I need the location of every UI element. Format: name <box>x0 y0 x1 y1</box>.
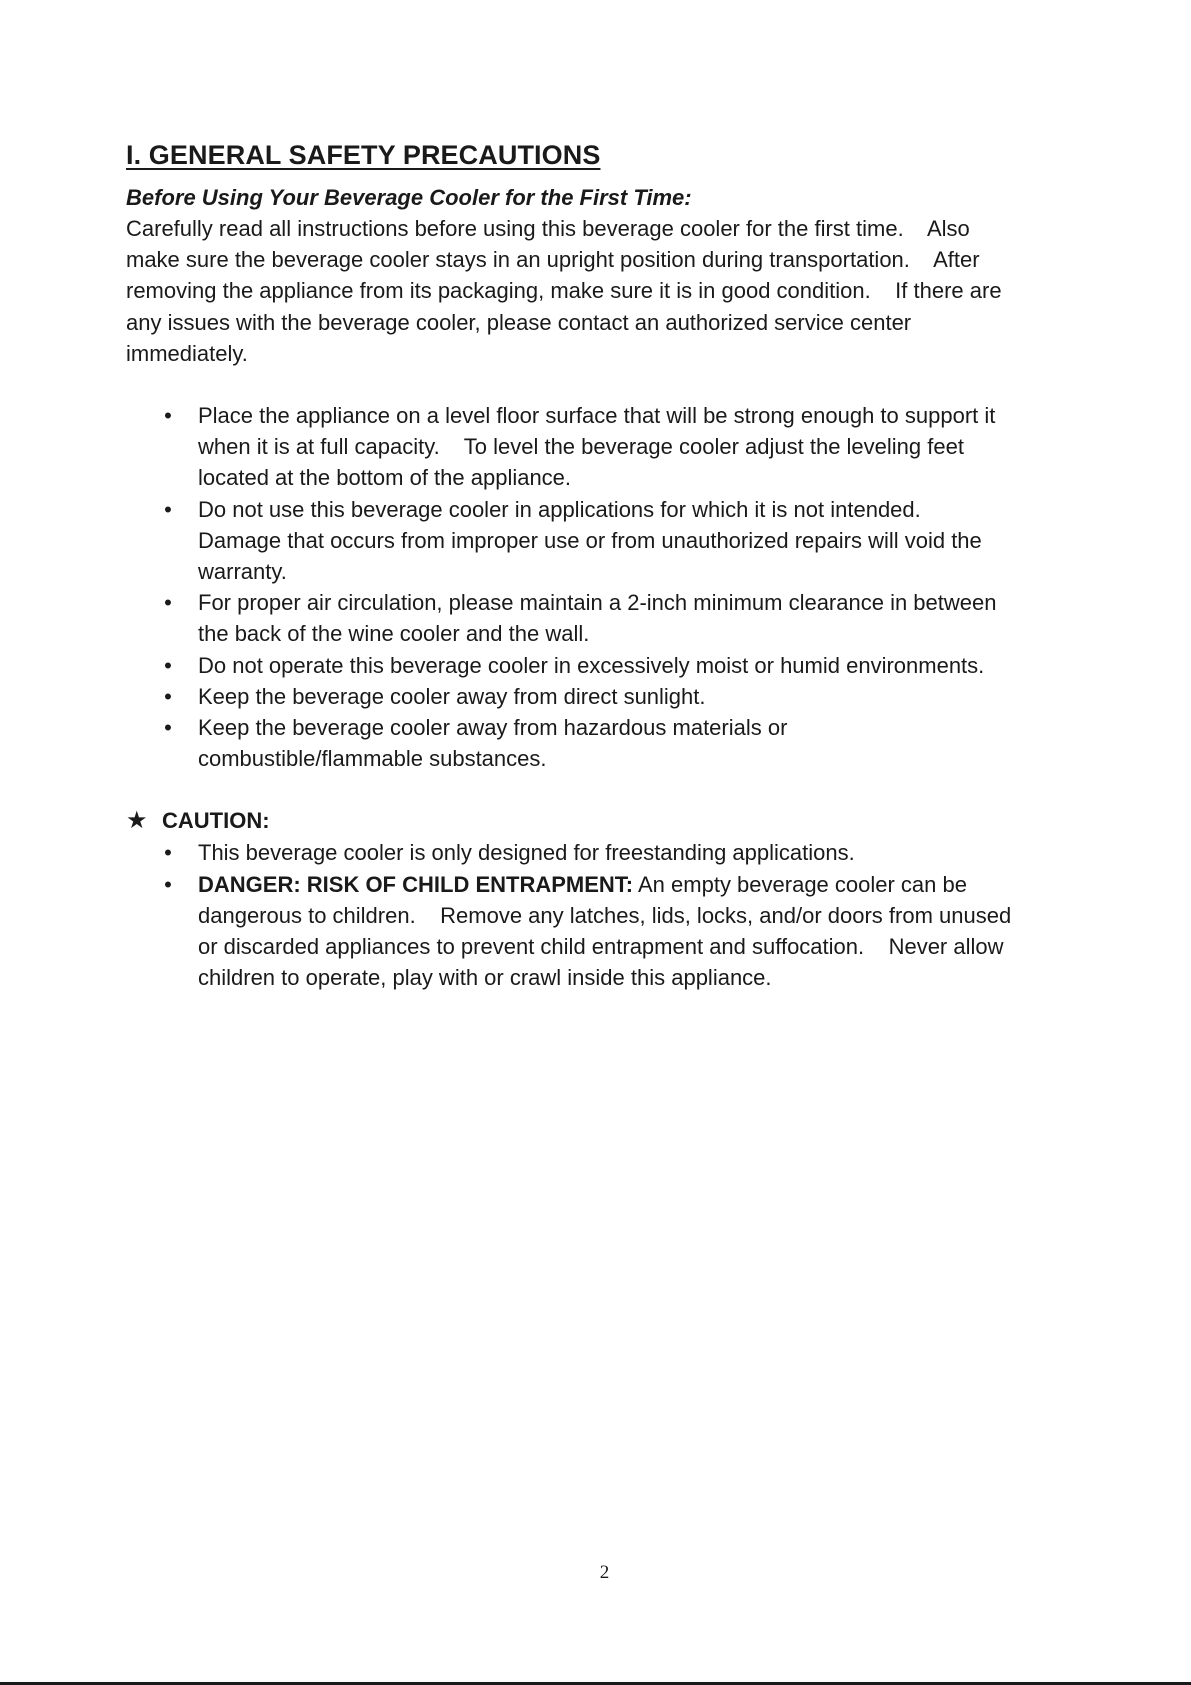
intro-line: any issues with the beverage cooler, please contact an authorized service center <box>126 309 912 335</box>
bullet-icon: • <box>164 652 172 678</box>
intro-paragraph <box>126 213 1086 369</box>
precaution-line: Keep the beverage cooler away from direct sunlight. <box>198 683 706 709</box>
bullet-icon: • <box>164 715 172 741</box>
precaution-line: the back of the wine cooler and the wall. <box>198 621 590 647</box>
precaution-line: Damage that occurs from improper use or from unauthorized repairs will void the <box>198 527 982 553</box>
caution-list <box>126 837 1086 993</box>
precautions-list <box>126 400 1086 774</box>
danger-line: children to operate, play with or crawl inside this appliance. <box>198 965 772 991</box>
precaution-line: located at the bottom of the appliance. <box>198 465 572 491</box>
section-subtitle: Before Using Your Beverage Cooler for the First Time: <box>126 185 692 210</box>
precaution-line: combustible/flammable substances. <box>198 746 547 772</box>
precaution-item <box>126 494 1086 588</box>
bullet-icon: • <box>164 683 172 709</box>
precaution-line: For proper air circulation, please maintain a 2-inch minimum clearance in between <box>198 590 997 616</box>
intro-line: immediately. <box>126 340 248 366</box>
precaution-line: Place the appliance on a level floor surface that will be strong enough to support it <box>198 403 996 429</box>
bullet-icon: • <box>164 840 172 866</box>
caution-item <box>126 837 1086 868</box>
bullet-icon: • <box>164 871 172 897</box>
intro-line: Carefully read all instructions before using this beverage cooler for the first time. Also <box>126 216 970 241</box>
precaution-line: Do not use this beverage cooler in applications for which it is not intended. <box>198 496 921 522</box>
caution-heading-text: CAUTION: <box>162 808 270 834</box>
bullet-icon: • <box>164 496 172 522</box>
page-number: 2 <box>599 1562 610 1583</box>
danger-line: dangerous to children. Remove any latches, lids, locks, and/or doors from unused <box>198 902 1012 928</box>
danger-item <box>126 869 1086 994</box>
bullet-icon: • <box>164 590 172 616</box>
intro-line: removing the appliance from its packaging, make sure it is in good condition. If there are <box>126 278 1002 304</box>
danger-line: or discarded appliances to prevent child entrapment and suffocation. Never allow <box>198 934 1004 960</box>
intro-line: make sure the beverage cooler stays in an upright position during transportation. After <box>126 247 980 273</box>
star-icon: ★ <box>126 807 148 835</box>
precaution-item <box>126 650 1086 681</box>
danger-line: An empty beverage cooler can be <box>633 871 967 897</box>
precaution-item <box>126 712 1086 774</box>
section-title: I. GENERAL SAFETY PRECAUTIONS <box>126 140 601 170</box>
precaution-item <box>126 587 1086 649</box>
precaution-item <box>126 681 1086 712</box>
precaution-item <box>126 400 1086 494</box>
precaution-line: warranty. <box>198 559 287 585</box>
page-content <box>126 138 1086 993</box>
precaution-line: Do not operate this beverage cooler in excessively moist or humid environments. <box>198 652 985 678</box>
danger-label: DANGER: RISK OF CHILD ENTRAPMENT: <box>198 871 634 897</box>
caution-heading <box>126 805 1086 837</box>
caution-line: This beverage cooler is only designed for freestanding applications. <box>198 840 855 866</box>
bullet-icon: • <box>164 403 172 429</box>
precaution-line: when it is at full capacity. To level the beverage cooler adjust the leveling feet <box>198 434 964 460</box>
precaution-line: Keep the beverage cooler away from hazardous materials or <box>198 715 788 741</box>
